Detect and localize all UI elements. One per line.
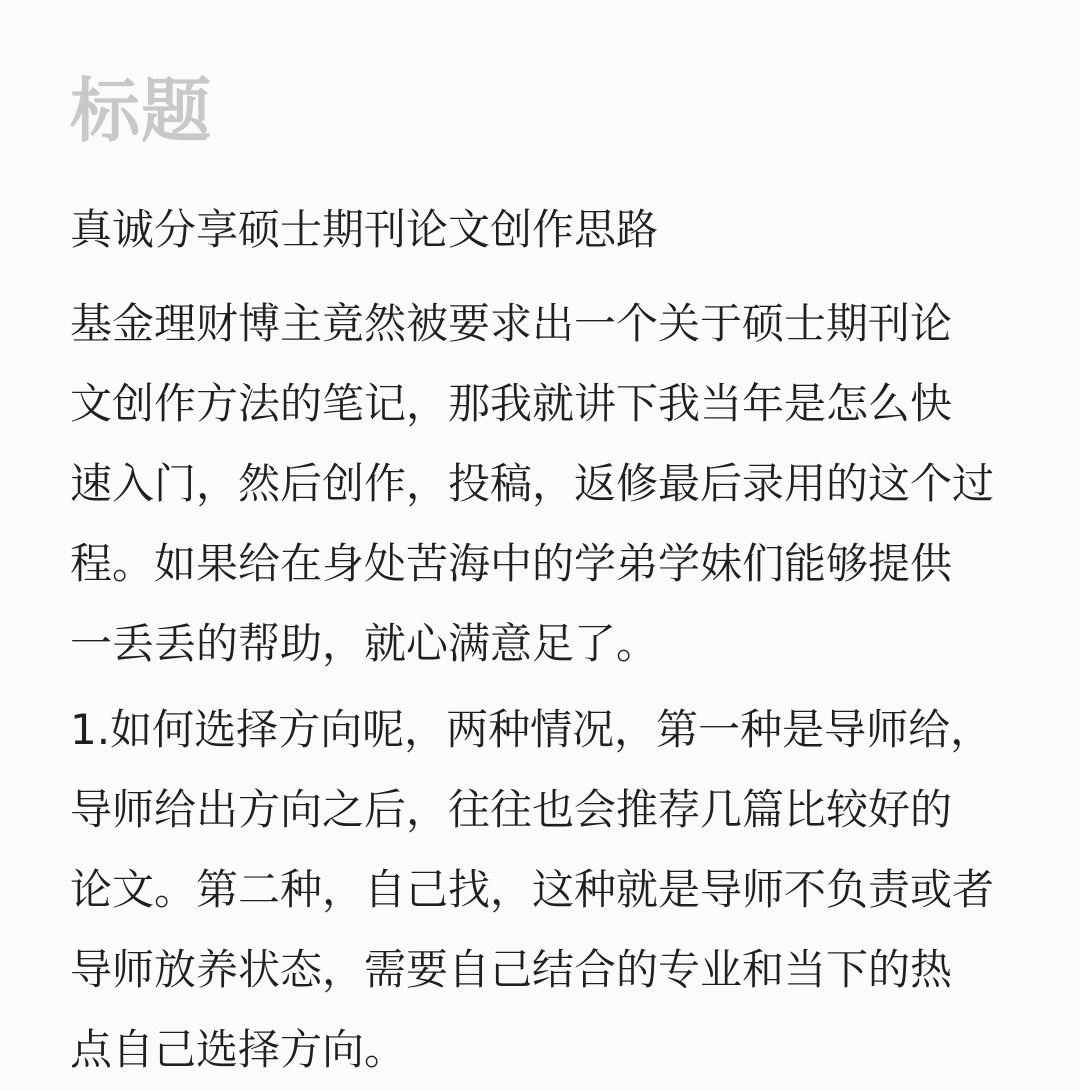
paragraph-direction (70, 690, 1010, 1090)
paragraph-intro (70, 284, 1010, 684)
page-subtitle: 真诚分享硕士期刊论文创作思路 (70, 205, 659, 254)
paragraph-line: 导师给出方向之后，往往也会推荐几篇比较好的 (70, 785, 953, 834)
paragraph-line: 导师放养状态，需要自己结合的专业和当下的热 (70, 945, 953, 994)
paragraph-line: 1.如何选择方向呢，两种情况，第一种是导师给， (70, 705, 993, 754)
paragraph-line: 一丢丢的帮助，就心满意足了。 (70, 619, 659, 668)
paragraph-line: 速入门，然后创作，投稿，返修最后录用的这个过 (70, 459, 995, 508)
paragraph-line: 点自己选择方向。 (70, 1025, 407, 1074)
paragraph-line: 程。如果给在身处苦海中的学弟学妹们能够提供 (70, 539, 953, 588)
paragraph-line: 文创作方法的笔记，那我就讲下我当年是怎么快 (70, 379, 953, 428)
paragraph-line: 基金理财博主竟然被要求出一个关于硕士期刊论 (70, 299, 953, 348)
paragraph-line: 论文。第二种，自己找，这种就是导师不负责或者 (70, 865, 995, 914)
page-title: 标题 (70, 70, 212, 152)
